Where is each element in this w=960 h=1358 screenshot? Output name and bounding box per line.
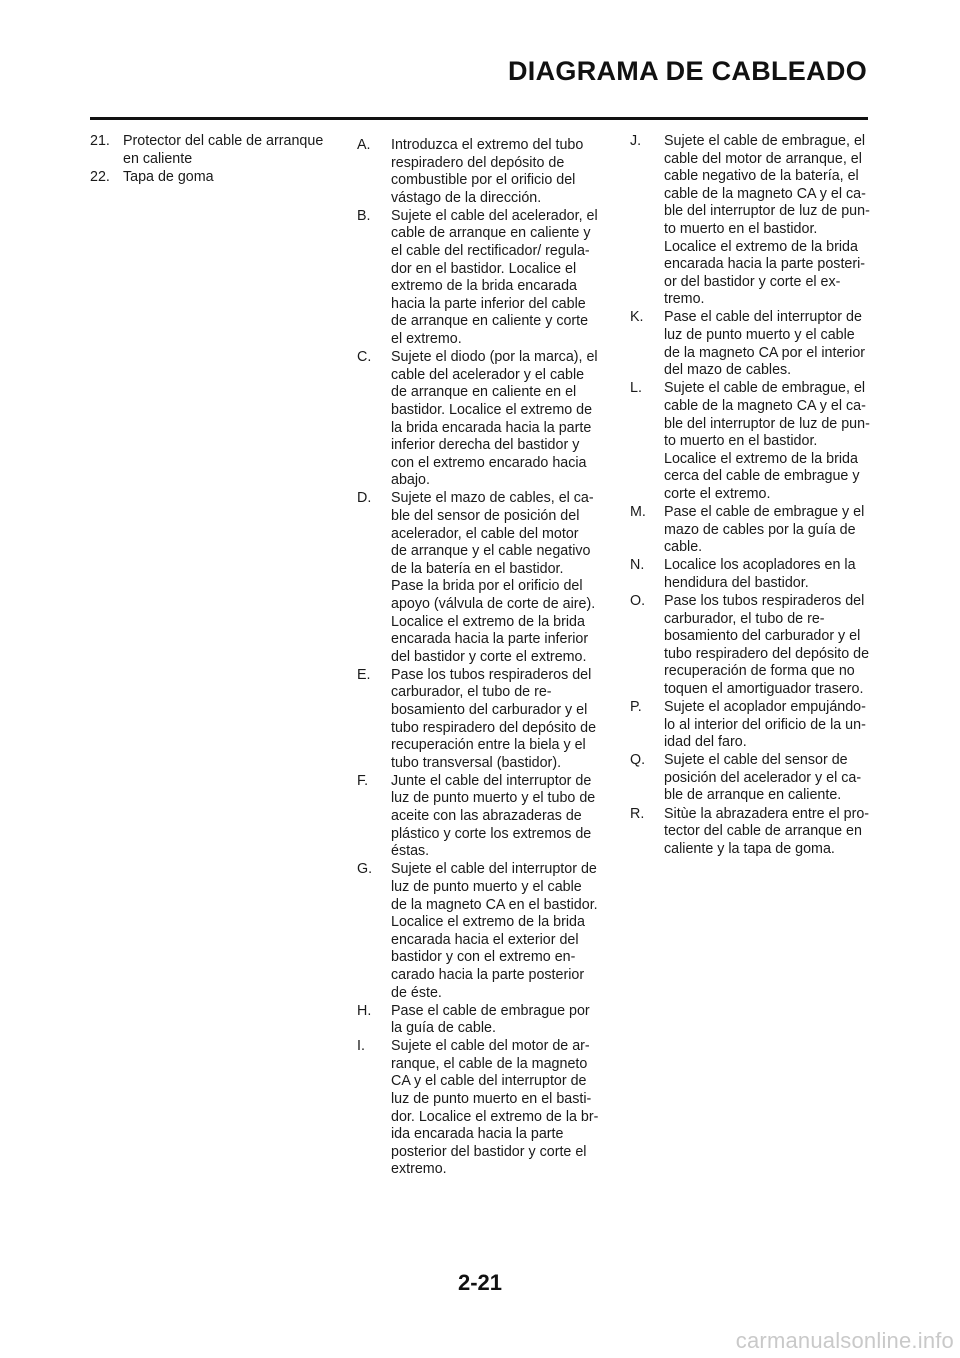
step-d [357, 490, 607, 666]
step-letter: G. [357, 861, 373, 878]
steps-column-right [630, 133, 875, 859]
step-text: Sitùe la abrazadera entre el pro- tector del cable de arranque en caliente y la tapa de goma. [664, 805, 870, 857]
step-letter: L. [630, 380, 642, 397]
step-r [630, 806, 875, 859]
legend-item-text: Tapa de goma [123, 168, 214, 185]
step-letter: E. [357, 666, 371, 683]
step-k [630, 309, 875, 379]
step-text: Localice los acopladores en la hendidura del bastidor. [664, 557, 856, 591]
step-text: Sujete el diodo (por la marca), el cable del acelerador y el cable de arranque en caliente en el bastidor. Localice el extremo de la brida encarada hacia la parte inferior derecha del bastidor y con el extremo encarado hacia abajo. [391, 349, 598, 489]
step-text: Pase los tubos respiraderos del carburador, el tubo de re- bosamiento del carburador y el tubo respiradero del depósito de recuperación de forma que no toquen el amortiguador trasero. [664, 592, 870, 697]
step-letter: N. [630, 557, 645, 574]
step-l [630, 380, 875, 503]
step-letter: J. [630, 133, 642, 149]
step-text: Pase el cable del interruptor de luz de punto muerto y el cable de la magneto CA por el interior del mazo de cables. [664, 309, 866, 379]
step-text: Sujete el cable del interruptor de luz de punto muerto y el cable de la magneto CA en el bastidor. Localice el extremo de la brida encarada hacia el exterior del bastidor y con el extremo en- carado hacia la parte posterior de éste. [391, 861, 598, 1001]
step-text: Pase el cable de embrague por la guía de cable. [391, 1002, 590, 1037]
step-text: Sujete el cable de embrague, el cable del motor de arranque, el cable negativo de la batería, el cable de la magneto CA y el ca- ble del interruptor de luz de pun- to muerto en el bastidor. Localice el extremo de la brida encarada hacia la parte posteri- or del bastidor y corte el ex- tremo. [664, 133, 870, 308]
legend-item-number: 22. [90, 168, 110, 185]
step-m [630, 504, 875, 557]
legend-item-21 [90, 133, 342, 168]
legend-item-22 [90, 169, 342, 187]
step-text: Sujete el cable del motor de ar- ranque, el cable de la magneto CA y el cable del interruptor de luz de punto muerto en el basti- dor. Localice el extremo de la br- ida encarada hacia la parte posterior del bastidor y corte el extremo. [391, 1038, 599, 1178]
step-i [357, 1038, 607, 1179]
step-letter: C. [357, 349, 372, 366]
step-p [630, 699, 875, 752]
step-text: Sujete el cable del acelerador, el cable de arranque en caliente y el cable del rectificador/ regula- dor en el bastidor. Localice el extremo de la brida encarada hacia la parte inferior del cable de arranque en caliente y corte el extremo. [391, 207, 598, 348]
step-letter: K. [630, 309, 644, 326]
step-letter: B. [357, 207, 371, 224]
steps-column-left [357, 137, 607, 1180]
step-b [357, 208, 607, 349]
step-o [630, 593, 875, 699]
header-divider [90, 117, 868, 120]
step-letter: O. [630, 592, 646, 609]
legend-item-number: 21. [90, 133, 110, 149]
step-e [357, 667, 607, 773]
step-letter: F. [357, 772, 369, 789]
step-a [357, 137, 607, 207]
step-q [630, 752, 875, 805]
step-text: Sujete el cable del sensor de posición del acelerador y el ca- ble de arranque en caliente. [664, 752, 862, 804]
step-letter: I. [357, 1038, 365, 1055]
legend-item-text: Protector del cable de arranque en caliente [123, 133, 324, 167]
step-text: Sujete el cable de embrague, el cable de la magneto CA y el ca- ble del interruptor de luz de pun- to muerto en el bastidor. Localice el extremo de la brida cerca del cable de embrague y corte el extremo. [664, 380, 870, 502]
watermark: carmanualsonline.info [735, 1328, 954, 1353]
page-title: DIAGRAMA DE CABLEADO [508, 56, 867, 86]
step-text: Pase el cable de embrague y el mazo de cables por la guía de cable. [664, 503, 865, 556]
step-j [630, 133, 875, 309]
step-text: Introduzca el extremo del tubo respiradero del depósito de combustible por el orificio del vástago de la dirección. [391, 137, 584, 206]
step-letter: H. [357, 1002, 372, 1019]
step-letter: Q. [630, 752, 646, 769]
step-h [357, 1003, 607, 1038]
step-n [630, 557, 875, 592]
step-letter: P. [630, 699, 642, 715]
step-text: Sujete el acoplador empujándo- lo al interior del orificio de la un- idad del faro. [664, 699, 866, 751]
page-number: 2-21 [457, 1270, 503, 1295]
legend-list [90, 133, 342, 187]
step-g [357, 861, 607, 1002]
step-letter: A. [357, 137, 371, 153]
step-letter: R. [630, 805, 645, 822]
step-f [357, 773, 607, 861]
step-text: Pase los tubos respiraderos del carburador, el tubo de re- bosamiento del carburador y el tubo respiradero del depósito de recuperación entre la biela y el tubo transversal (bastidor). [391, 666, 597, 771]
step-text: Junte el cable del interruptor de luz de punto muerto y el tubo de aceite con las abrazaderas de plástico y corte los extremos de éstas. [391, 772, 596, 860]
step-letter: M. [630, 503, 646, 520]
step-text: Sujete el mazo de cables, el ca- ble del sensor de posición del acelerador, el cable del motor de arranque y el cable negativo de la batería en el bastidor. Pase la brida por el orificio del apoyo (válvula de corte de aire). Localice el extremo de la brida encarada hacia la parte inferior del bastidor y corte el extremo. [391, 490, 596, 665]
step-letter: D. [357, 490, 372, 507]
step-c [357, 349, 607, 490]
